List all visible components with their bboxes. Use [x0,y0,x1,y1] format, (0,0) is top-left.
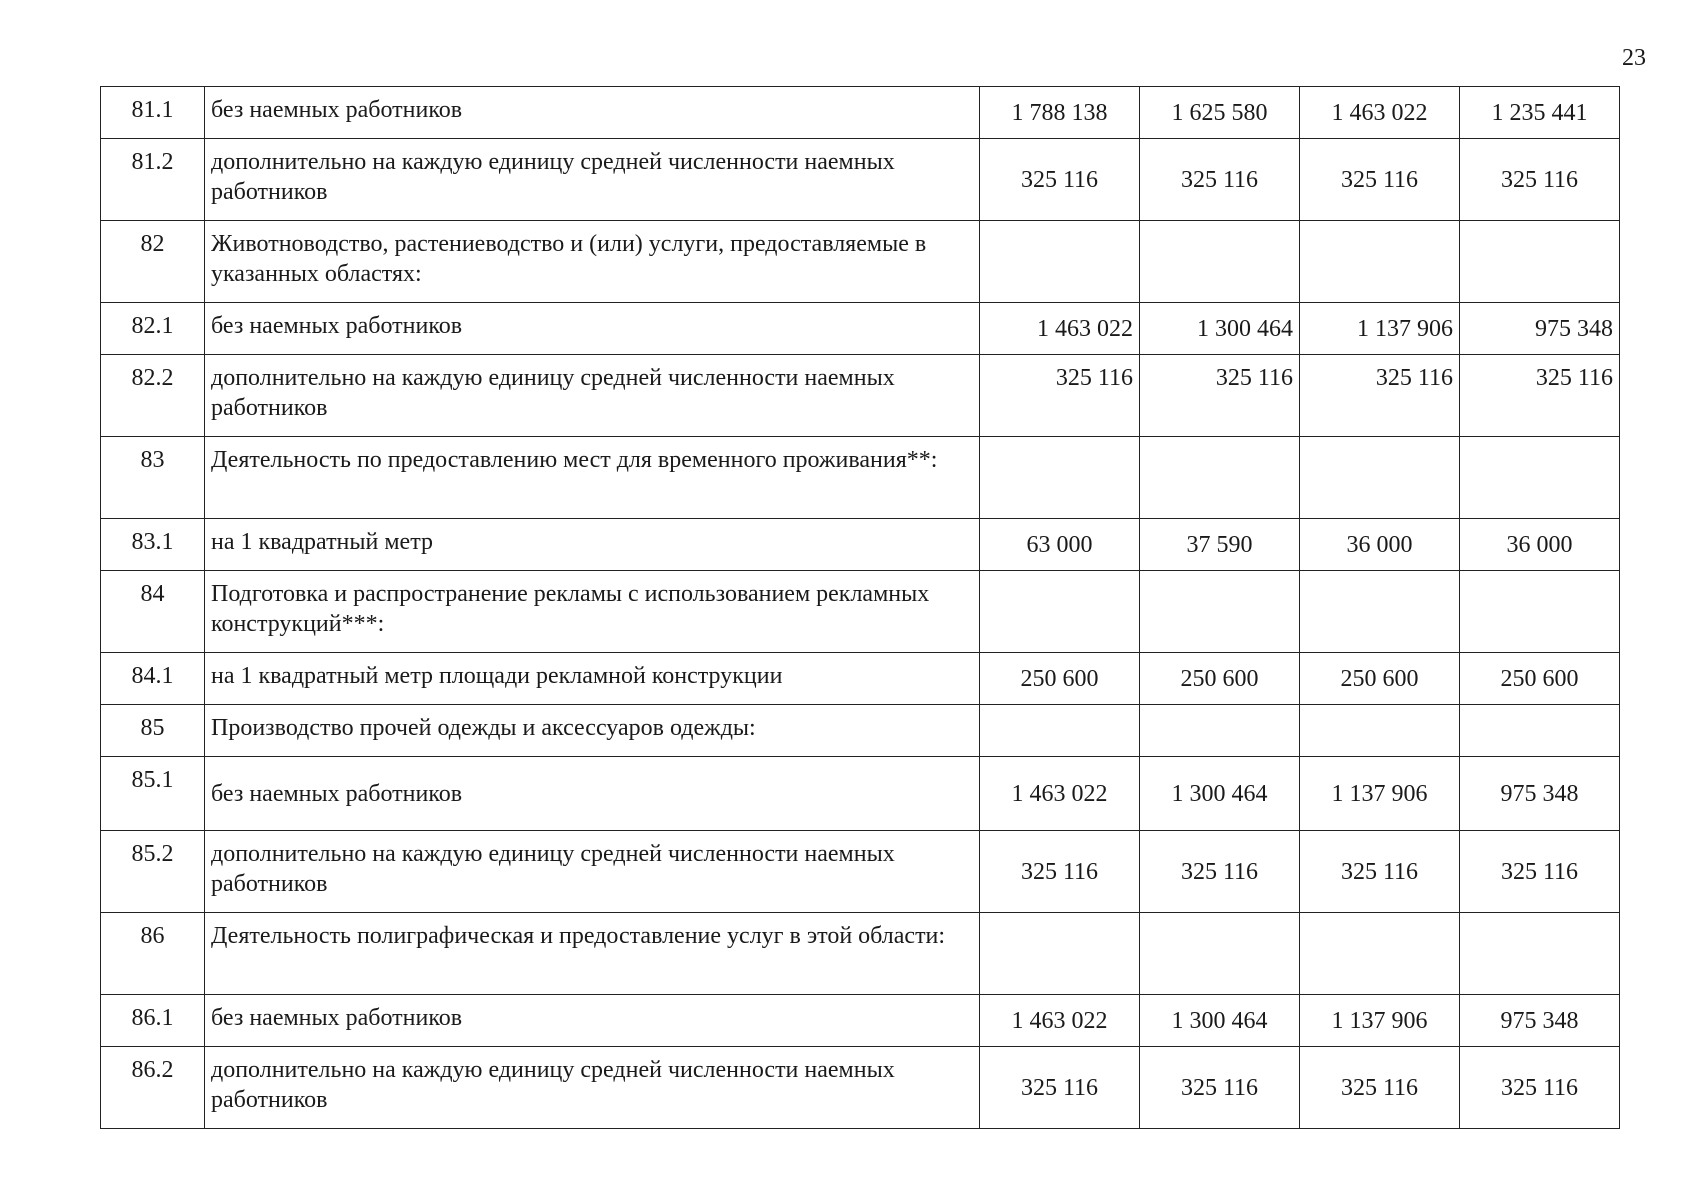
table-row [101,87,1620,139]
row-description: дополнительно на каждую единицу средней численности наемных работников [205,831,980,913]
row-description: без наемных работников [205,87,980,139]
table-row [101,519,1620,571]
value-cell: 1 463 022 [980,303,1140,355]
value-cell [1300,221,1460,303]
value-cell [1460,705,1620,757]
value-cell: 1 137 906 [1300,303,1460,355]
value-cell [1300,571,1460,653]
value-cell: 325 116 [1460,355,1620,437]
value-cell: 325 116 [980,355,1140,437]
table-row [101,995,1620,1047]
value-cell: 36 000 [1300,519,1460,571]
row-description: на 1 квадратный метр [205,519,980,571]
row-number: 86.1 [101,995,205,1047]
value-cell: 325 116 [1460,139,1620,221]
value-cell [1460,913,1620,995]
row-number: 84 [101,571,205,653]
value-cell [1140,437,1300,519]
value-cell [980,705,1140,757]
row-number: 81.1 [101,87,205,139]
row-number: 82.1 [101,303,205,355]
row-description: дополнительно на каждую единицу средней численности наемных работников [205,355,980,437]
value-cell [1460,571,1620,653]
table-row [101,355,1620,437]
row-description: Животноводство, растениеводство и (или) услуги, предоставляемые в указанных областях: [205,221,980,303]
value-cell: 1 463 022 [1300,87,1460,139]
value-cell: 325 116 [1140,139,1300,221]
value-cell: 975 348 [1460,995,1620,1047]
value-cell [1140,571,1300,653]
value-cell: 1 463 022 [980,757,1140,831]
table-row [101,653,1620,705]
value-cell: 1 788 138 [980,87,1140,139]
row-number: 82 [101,221,205,303]
table-row [101,303,1620,355]
value-cell: 250 600 [1140,653,1300,705]
value-cell [1460,437,1620,519]
table-row [101,1047,1620,1129]
value-cell: 250 600 [1460,653,1620,705]
row-number: 82.2 [101,355,205,437]
value-cell: 1 625 580 [1140,87,1300,139]
value-cell [1140,705,1300,757]
row-description: дополнительно на каждую единицу средней численности наемных работников [205,139,980,221]
row-description: на 1 квадратный метр площади рекламной конструкции [205,653,980,705]
value-cell: 1 235 441 [1460,87,1620,139]
value-cell: 325 116 [1300,139,1460,221]
row-number: 85.1 [101,757,205,831]
row-number: 86.2 [101,1047,205,1129]
value-cell: 325 116 [1140,831,1300,913]
value-cell [980,221,1140,303]
row-description: без наемных работников [205,757,980,831]
table-row [101,913,1620,995]
value-cell: 63 000 [980,519,1140,571]
value-cell: 325 116 [980,139,1140,221]
row-number: 86 [101,913,205,995]
value-cell: 37 590 [1140,519,1300,571]
value-cell: 325 116 [1460,1047,1620,1129]
value-cell: 975 348 [1460,757,1620,831]
value-cell: 1 463 022 [980,995,1140,1047]
row-number: 84.1 [101,653,205,705]
value-cell [1300,705,1460,757]
value-cell: 325 116 [1460,831,1620,913]
row-number: 81.2 [101,139,205,221]
row-number: 85.2 [101,831,205,913]
value-cell: 325 116 [980,831,1140,913]
value-cell [1460,221,1620,303]
value-cell [1140,221,1300,303]
table-row [101,139,1620,221]
value-cell: 325 116 [1300,1047,1460,1129]
row-number: 83.1 [101,519,205,571]
value-cell [980,437,1140,519]
value-cell: 325 116 [1140,1047,1300,1129]
value-cell: 1 300 464 [1140,995,1300,1047]
value-cell: 36 000 [1460,519,1620,571]
value-cell [1140,913,1300,995]
value-cell: 250 600 [980,653,1140,705]
row-description: Деятельность полиграфическая и предоставление услуг в этой области: [205,913,980,995]
row-description: Подготовка и распространение рекламы с использованием рекламных конструкций***: [205,571,980,653]
value-cell [1300,913,1460,995]
value-cell [980,571,1140,653]
table-row [101,757,1620,831]
value-cell: 975 348 [1460,303,1620,355]
table-row [101,437,1620,519]
table-row [101,571,1620,653]
row-description: Производство прочей одежды и аксессуаров одежды: [205,705,980,757]
value-cell: 1 300 464 [1140,757,1300,831]
row-number: 85 [101,705,205,757]
value-cell: 325 116 [1140,355,1300,437]
tax-rates-table [100,86,1620,1129]
row-description: Деятельность по предоставлению мест для временного проживания**: [205,437,980,519]
value-cell [1300,437,1460,519]
value-cell: 1 300 464 [1140,303,1300,355]
table-row [101,705,1620,757]
value-cell: 1 137 906 [1300,757,1460,831]
row-description: без наемных работников [205,995,980,1047]
value-cell: 325 116 [1300,355,1460,437]
value-cell [980,913,1140,995]
row-description: дополнительно на каждую единицу средней численности наемных работников [205,1047,980,1129]
table-row [101,831,1620,913]
value-cell: 250 600 [1300,653,1460,705]
row-number: 83 [101,437,205,519]
value-cell: 1 137 906 [1300,995,1460,1047]
page-number: 23 [1622,45,1646,71]
table-row [101,221,1620,303]
value-cell: 325 116 [1300,831,1460,913]
value-cell: 325 116 [980,1047,1140,1129]
row-description: без наемных работников [205,303,980,355]
